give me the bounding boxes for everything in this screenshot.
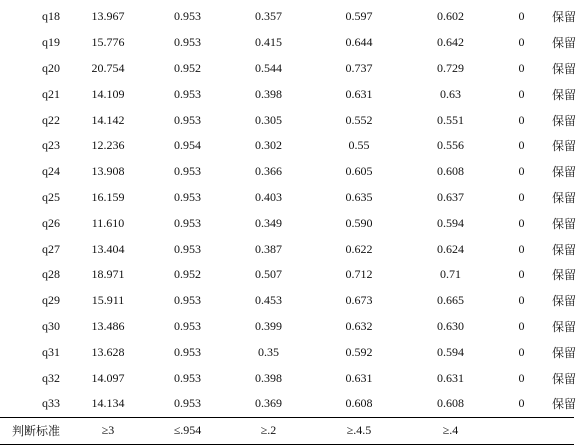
cell-decision: 保留 xyxy=(552,242,576,257)
cell-decision: 保留 xyxy=(552,397,576,412)
cell-flag-count: 0 xyxy=(518,370,525,385)
cell-item-total-correlation: 0.631 xyxy=(345,370,373,385)
cell-commonality: 0.637 xyxy=(437,189,464,204)
cell-decision: 保留 xyxy=(552,87,576,102)
cell-flag-count: 0 xyxy=(518,318,525,333)
cell-decision: 保留 xyxy=(552,268,576,283)
cell-statistic: 14.142 xyxy=(91,112,125,127)
cell-statistic: 20.754 xyxy=(91,60,125,75)
cell-flag-count: 0 xyxy=(518,215,525,230)
cell-alpha-if-deleted: 0.953 xyxy=(174,396,201,411)
criteria-commonality: ≥.4 xyxy=(406,417,495,444)
cell-factor-loading: 0.507 xyxy=(255,267,282,282)
cell-commonality: 0.642 xyxy=(437,35,464,50)
cell-item-id: q20 xyxy=(42,60,60,75)
cell-factor-loading: 0.398 xyxy=(255,86,282,101)
cell-factor-loading: 0.366 xyxy=(255,164,282,179)
cell-item-total-correlation: 0.552 xyxy=(345,112,373,127)
cell-alpha-if-deleted: 0.953 xyxy=(174,215,201,230)
cell-item-id: q32 xyxy=(42,370,60,385)
cell-statistic: 14.097 xyxy=(91,370,125,385)
criteria-statistic: ≥3 xyxy=(66,417,150,444)
table-row xyxy=(0,159,574,185)
cell-decision: 保留 xyxy=(552,139,576,154)
cell-statistic: 13.628 xyxy=(91,344,125,359)
table-row xyxy=(0,4,574,30)
table-row xyxy=(0,30,574,56)
criteria-decision xyxy=(548,417,574,444)
criteria-row xyxy=(0,417,574,444)
cell-commonality: 0.665 xyxy=(437,293,464,308)
cell-statistic: 13.908 xyxy=(91,164,125,179)
cell-commonality: 0.602 xyxy=(437,9,464,24)
cell-decision: 保留 xyxy=(552,61,576,76)
cell-decision: 保留 xyxy=(552,10,576,25)
cell-item-total-correlation: 0.737 xyxy=(345,60,373,75)
table-row xyxy=(0,391,574,417)
cell-statistic: 13.486 xyxy=(91,318,125,333)
cell-decision: 保留 xyxy=(552,345,576,360)
cell-flag-count: 0 xyxy=(518,9,525,24)
cell-item-total-correlation: 0.622 xyxy=(345,241,373,256)
cell-item-total-correlation: 0.608 xyxy=(345,396,373,411)
cell-factor-loading: 0.403 xyxy=(255,189,282,204)
table-row xyxy=(0,56,574,82)
cell-alpha-if-deleted: 0.952 xyxy=(174,60,201,75)
cell-decision: 保留 xyxy=(552,36,576,51)
table-row xyxy=(0,365,574,391)
cell-item-id: q29 xyxy=(42,293,60,308)
cell-item-id: q30 xyxy=(42,318,60,333)
cell-item-total-correlation: 0.631 xyxy=(345,86,373,101)
cell-factor-loading: 0.387 xyxy=(255,241,282,256)
cell-alpha-if-deleted: 0.953 xyxy=(174,241,201,256)
cell-commonality: 0.551 xyxy=(437,112,464,127)
cell-item-id: q27 xyxy=(42,241,60,256)
cell-item-total-correlation: 0.605 xyxy=(345,164,373,179)
cell-item-id: q24 xyxy=(42,164,60,179)
cell-item-total-correlation: 0.592 xyxy=(345,344,373,359)
cell-item-id: q18 xyxy=(42,9,60,24)
cell-item-id: q33 xyxy=(42,396,60,411)
table-row xyxy=(0,185,574,211)
cell-commonality: 0.63 xyxy=(440,86,461,101)
cell-alpha-if-deleted: 0.953 xyxy=(174,293,201,308)
table-row xyxy=(0,107,574,133)
cell-item-id: q21 xyxy=(42,86,60,101)
cell-item-id: q25 xyxy=(42,189,60,204)
cell-decision: 保留 xyxy=(552,113,576,128)
table-row xyxy=(0,288,574,314)
cell-statistic: 15.911 xyxy=(91,293,125,308)
cell-factor-loading: 0.349 xyxy=(255,215,282,230)
cell-factor-loading: 0.399 xyxy=(255,318,282,333)
cell-commonality: 0.624 xyxy=(437,241,464,256)
cell-item-id: q23 xyxy=(42,138,60,153)
cell-commonality: 0.631 xyxy=(437,370,464,385)
cell-alpha-if-deleted: 0.953 xyxy=(174,344,201,359)
cell-flag-count: 0 xyxy=(518,241,525,256)
cell-commonality: 0.608 xyxy=(437,164,464,179)
cell-statistic: 18.971 xyxy=(91,267,125,282)
cell-decision: 保留 xyxy=(552,294,576,309)
cell-item-total-correlation: 0.635 xyxy=(345,189,373,204)
cell-item-total-correlation: 0.55 xyxy=(348,138,370,153)
cell-statistic: 15.776 xyxy=(91,35,125,50)
cell-statistic: 13.404 xyxy=(91,241,125,256)
cell-flag-count: 0 xyxy=(518,86,525,101)
cell-item-id: q31 xyxy=(42,344,60,359)
cell-commonality: 0.729 xyxy=(437,60,464,75)
cell-item-total-correlation: 0.644 xyxy=(345,35,373,50)
cell-commonality: 0.594 xyxy=(437,344,464,359)
cell-flag-count: 0 xyxy=(518,35,525,50)
cell-alpha-if-deleted: 0.953 xyxy=(174,164,201,179)
cell-statistic: 12.236 xyxy=(91,138,125,153)
cell-item-id: q28 xyxy=(42,267,60,282)
cell-alpha-if-deleted: 0.953 xyxy=(174,370,201,385)
cell-flag-count: 0 xyxy=(518,189,525,204)
criteria-item-total-correlation: ≥.4.5 xyxy=(312,417,406,444)
cell-alpha-if-deleted: 0.953 xyxy=(174,9,201,24)
cell-item-total-correlation: 0.673 xyxy=(345,293,373,308)
cell-statistic: 13.967 xyxy=(91,9,125,24)
cell-alpha-if-deleted: 0.953 xyxy=(174,318,201,333)
cell-item-total-correlation: 0.632 xyxy=(345,318,373,333)
cell-alpha-if-deleted: 0.953 xyxy=(174,112,201,127)
cell-item-id: q26 xyxy=(42,215,60,230)
cell-statistic: 14.109 xyxy=(91,86,125,101)
cell-factor-loading: 0.305 xyxy=(255,112,282,127)
cell-alpha-if-deleted: 0.952 xyxy=(174,267,201,282)
table-row xyxy=(0,314,574,340)
cell-flag-count: 0 xyxy=(518,267,525,282)
table-body xyxy=(0,4,574,444)
cell-flag-count: 0 xyxy=(518,164,525,179)
criteria-item-id: 判断标准 xyxy=(0,417,66,444)
cell-statistic: 14.134 xyxy=(91,396,125,411)
cell-factor-loading: 0.369 xyxy=(255,396,282,411)
table-row xyxy=(0,81,574,107)
cell-item-total-correlation: 0.590 xyxy=(345,215,373,230)
cell-flag-count: 0 xyxy=(518,138,525,153)
cell-factor-loading: 0.398 xyxy=(255,370,282,385)
item-analysis-table xyxy=(0,4,574,445)
table-row xyxy=(0,210,574,236)
cell-decision: 保留 xyxy=(552,165,576,180)
cell-factor-loading: 0.35 xyxy=(258,344,279,359)
cell-factor-loading: 0.453 xyxy=(255,293,282,308)
cell-item-id: q19 xyxy=(42,35,60,50)
cell-commonality: 0.556 xyxy=(437,138,464,153)
cell-commonality: 0.630 xyxy=(437,318,464,333)
cell-flag-count: 0 xyxy=(518,293,525,308)
cell-factor-loading: 0.357 xyxy=(255,9,282,24)
cell-statistic: 16.159 xyxy=(91,189,125,204)
cell-flag-count: 0 xyxy=(518,112,525,127)
cell-decision: 保留 xyxy=(552,371,576,386)
cell-alpha-if-deleted: 0.953 xyxy=(174,86,201,101)
table-row xyxy=(0,339,574,365)
criteria-factor-loading: ≥.2 xyxy=(225,417,312,444)
cell-decision: 保留 xyxy=(552,319,576,334)
cell-commonality: 0.71 xyxy=(440,267,461,282)
cell-decision: 保留 xyxy=(552,216,576,231)
criteria-alpha-if-deleted: ≤.954 xyxy=(150,417,225,444)
table-row xyxy=(0,133,574,159)
cell-factor-loading: 0.544 xyxy=(255,60,282,75)
cell-alpha-if-deleted: 0.953 xyxy=(174,189,201,204)
cell-alpha-if-deleted: 0.953 xyxy=(174,35,201,50)
cell-decision: 保留 xyxy=(552,190,576,205)
cell-commonality: 0.608 xyxy=(437,396,464,411)
cell-item-id: q22 xyxy=(42,112,60,127)
cell-item-total-correlation: 0.712 xyxy=(345,267,373,282)
cell-factor-loading: 0.415 xyxy=(255,35,282,50)
cell-alpha-if-deleted: 0.954 xyxy=(174,138,201,153)
criteria-flag-count xyxy=(495,417,548,444)
cell-flag-count: 0 xyxy=(518,60,525,75)
cell-flag-count: 0 xyxy=(518,344,525,359)
cell-flag-count: 0 xyxy=(518,396,525,411)
cell-factor-loading: 0.302 xyxy=(255,138,282,153)
table-row xyxy=(0,262,574,288)
cell-commonality: 0.594 xyxy=(437,215,464,230)
table-row xyxy=(0,236,574,262)
cell-item-total-correlation: 0.597 xyxy=(345,9,373,24)
cell-statistic: 11.610 xyxy=(91,215,125,230)
